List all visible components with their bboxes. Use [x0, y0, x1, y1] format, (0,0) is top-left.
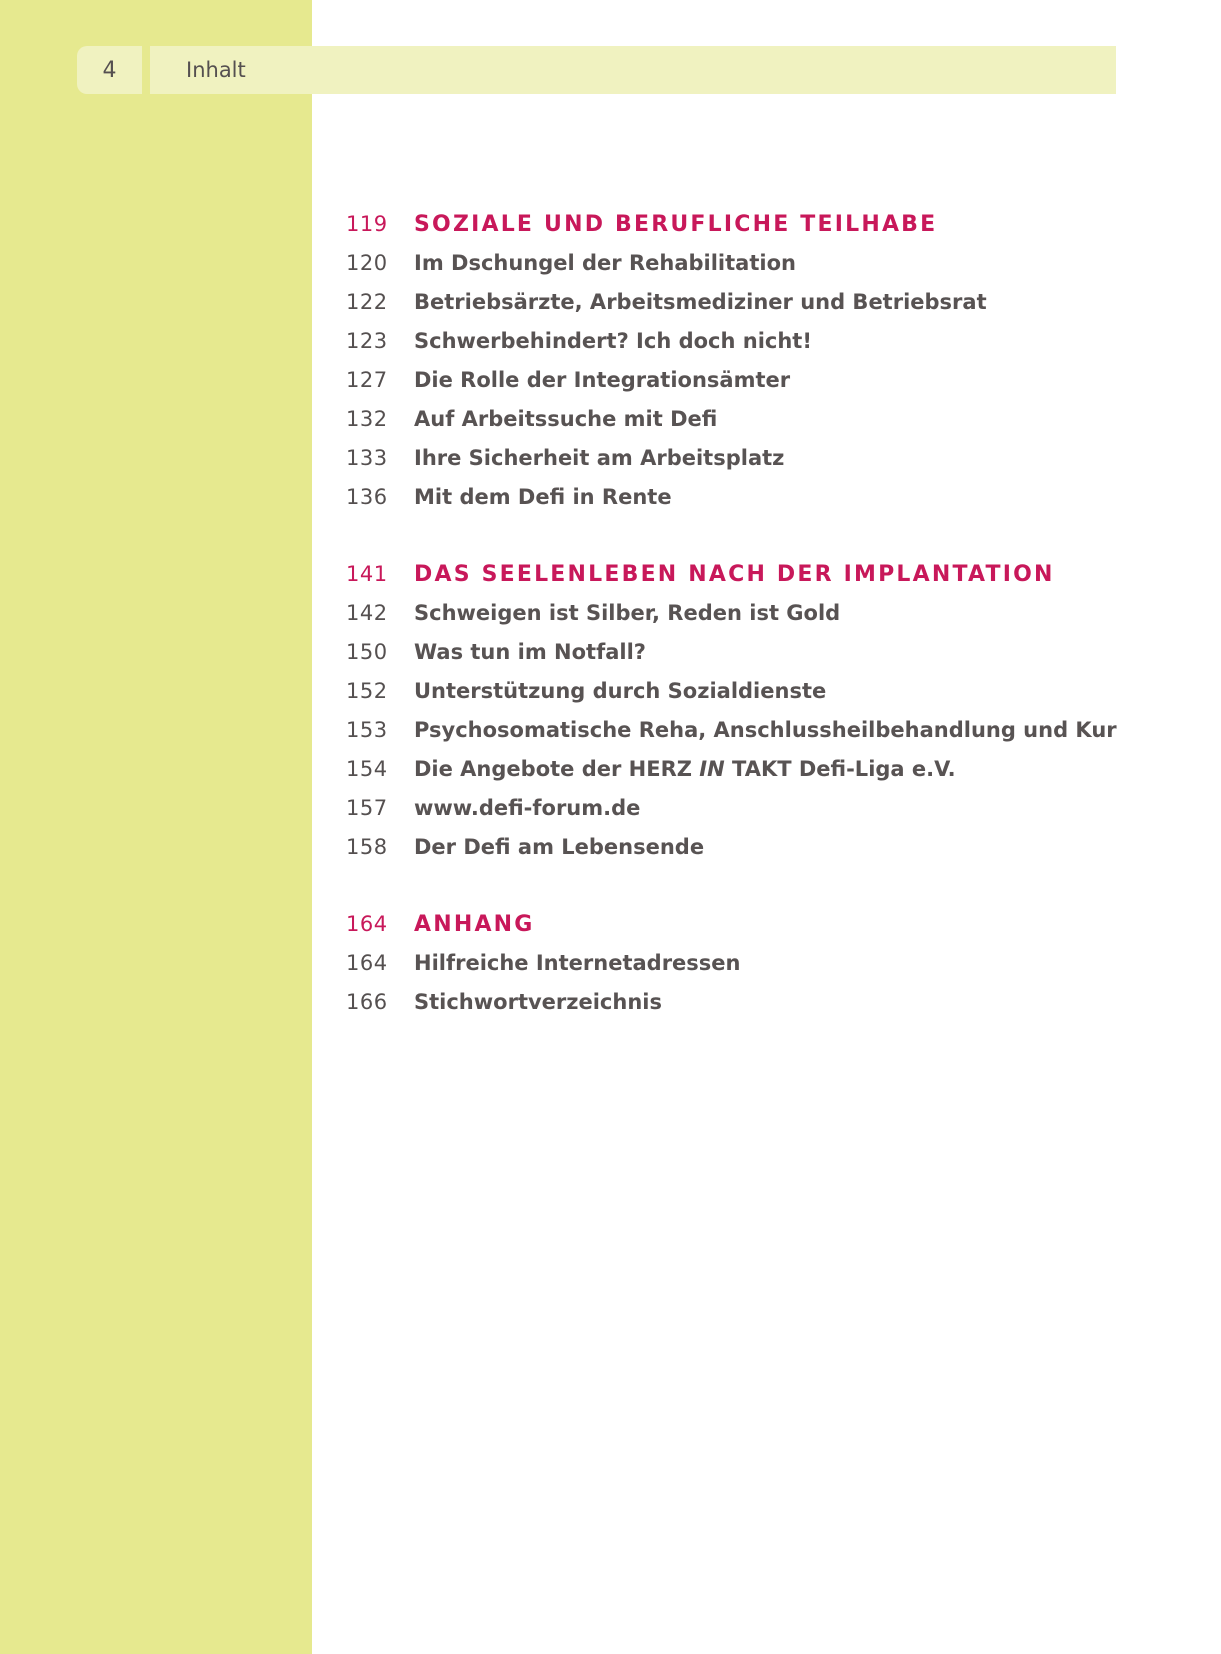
toc-entry-title: Betriebsärzte, Arbeitsmediziner und Betriebsrat: [414, 290, 987, 314]
toc-entry[interactable]: [346, 594, 1136, 633]
toc-entry-title: www.defi-forum.de: [414, 796, 641, 820]
toc-section: [346, 555, 1136, 867]
toc-page-number: 166: [346, 990, 388, 1014]
toc-entry-title: Psychosomatische Reha, Anschlussheilbehandlung und Kur: [414, 718, 1117, 742]
toc-page-number: 133: [346, 446, 388, 470]
toc-entry[interactable]: [346, 361, 1136, 400]
toc-entry[interactable]: [346, 439, 1136, 478]
toc-entry[interactable]: [346, 828, 1136, 867]
toc-heading[interactable]: [346, 905, 1136, 944]
toc-entry-title: Der Defi am Lebensende: [414, 835, 705, 859]
toc-section: [346, 205, 1136, 517]
toc-entry[interactable]: [346, 711, 1136, 750]
toc-page-number: 122: [346, 290, 388, 314]
toc-entry[interactable]: [346, 750, 1136, 789]
toc-entry-title: [414, 750, 956, 789]
toc-entry[interactable]: [346, 478, 1136, 517]
toc-entry-title: Mit dem Defi in Rente: [414, 485, 672, 509]
toc-entry[interactable]: [346, 789, 1136, 828]
toc-entry-title-part: Die Angebote der HERZ: [414, 757, 700, 781]
toc-page-number: 132: [346, 407, 388, 431]
toc-page-number: 164: [346, 912, 388, 936]
toc-entry[interactable]: [346, 400, 1136, 439]
toc-page-number: 164: [346, 951, 388, 975]
running-header-title: Inhalt: [150, 46, 1116, 94]
toc-entry-title-italic: IN: [699, 757, 725, 781]
toc-page-number: 119: [346, 212, 388, 236]
toc-page-number: 153: [346, 718, 388, 742]
toc-page-number: 157: [346, 796, 388, 820]
toc-heading-title: DAS SEELENLEBEN NACH DER IMPLANTATION: [414, 562, 1055, 587]
toc-page-number: 123: [346, 329, 388, 353]
page-number: 4: [77, 46, 142, 94]
toc-entry-title: Die Rolle der Integrationsämter: [414, 368, 791, 392]
toc-section: [346, 905, 1136, 1022]
toc-entry-title: Schweigen ist Silber, Reden ist Gold: [414, 601, 841, 625]
toc-heading[interactable]: [346, 555, 1136, 594]
side-band: [0, 0, 312, 1654]
toc-entry[interactable]: [346, 322, 1136, 361]
toc-entry[interactable]: [346, 244, 1136, 283]
toc-entry-title: Auf Arbeitssuche mit Defi: [414, 407, 718, 431]
toc-page-number: 127: [346, 368, 388, 392]
toc-entry-title: Stichwortverzeichnis: [414, 990, 662, 1014]
toc-page-number: 158: [346, 835, 388, 859]
toc-entry[interactable]: [346, 944, 1136, 983]
toc-entry[interactable]: [346, 283, 1136, 322]
toc-page-number: 150: [346, 640, 388, 664]
toc-heading-title: SOZIALE UND BERUFLICHE TEILHABE: [414, 212, 938, 237]
toc-page-number: 152: [346, 679, 388, 703]
toc-entry-title: Schwerbehindert? Ich doch nicht!: [414, 329, 812, 353]
toc-page-number: 154: [346, 757, 388, 781]
toc-entry-title-part: TAKT Defi-Liga e.V.: [724, 757, 956, 781]
toc-entry[interactable]: [346, 633, 1136, 672]
toc-entry[interactable]: [346, 983, 1136, 1022]
toc-entry-title: Was tun im Notfall?: [414, 640, 646, 664]
toc-page-number: 141: [346, 562, 388, 586]
table-of-contents: [346, 205, 1136, 1060]
toc-entry[interactable]: [346, 672, 1136, 711]
toc-entry-title: Hilfreiche Internetadressen: [414, 951, 741, 975]
toc-page-number: 120: [346, 251, 388, 275]
toc-page-number: 136: [346, 485, 388, 509]
toc-entry-title: Ihre Sicherheit am Arbeitsplatz: [414, 446, 785, 470]
toc-heading-title: ANHANG: [414, 912, 535, 937]
toc-entry-title: Unterstützung durch Sozialdienste: [414, 679, 827, 703]
toc-page-number: 142: [346, 601, 388, 625]
toc-entry-title: Im Dschungel der Rehabilitation: [414, 251, 796, 275]
toc-heading[interactable]: [346, 205, 1136, 244]
